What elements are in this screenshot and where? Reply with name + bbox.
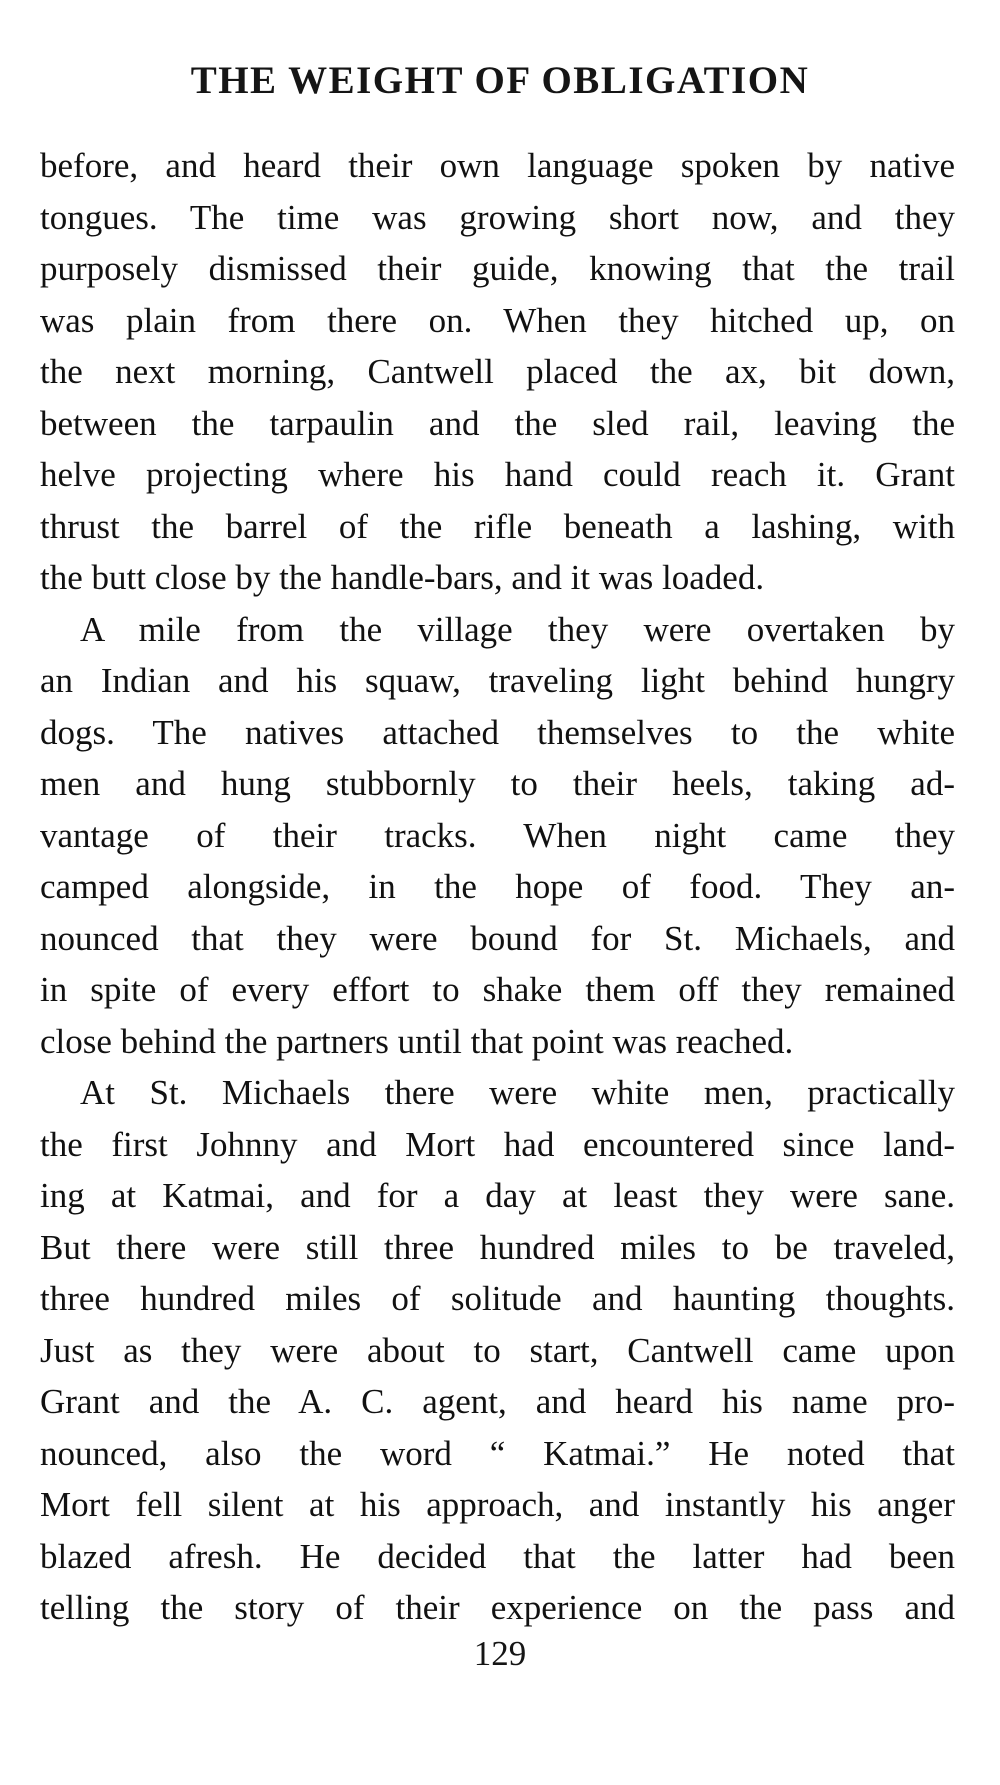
text-line: was plain from there on. When they hitched up, on (40, 300, 955, 340)
text-line: But there were still three hundred miles to be traveled, (40, 1227, 955, 1267)
text-line: blazed afresh. He decided that the latter had been (40, 1536, 955, 1576)
text-line: Mort fell silent at his approach, and instantly his anger (40, 1485, 955, 1524)
text-line: purposely dismissed their guide, knowing that the trail (40, 249, 955, 288)
text-line: dogs. The natives attached themselves to the white (40, 712, 955, 752)
text-line: an Indian and his squaw, traveling light behind hungry (40, 661, 955, 700)
text-line: men and hung stubbornly to their heels, taking ad- (40, 764, 955, 803)
text-line: tongues. The time was growing short now, and they (40, 197, 955, 237)
text-line: helve projecting where his hand could reach it. Grant (40, 455, 955, 494)
text-line: the butt close by the handle-bars, and it was loaded. (40, 558, 765, 597)
page-number: 129 (473, 1634, 527, 1673)
text-line: Just as they were about to start, Cantwell came upon (40, 1330, 955, 1370)
text-line: in spite of every effort to shake them off they remained (40, 970, 955, 1009)
running-head: THE WEIGHT OF OBLIGATION (190, 59, 810, 102)
text-line: vantage of their tracks. When night came they (40, 815, 955, 855)
body-text (40, 140, 955, 1634)
text-line: Grant and the A. C. agent, and heard his name pro- (40, 1382, 955, 1421)
text-line: before, and heard their own language spoken by native (40, 146, 955, 185)
text-line: At St. Michaels there were white men, practically (80, 1073, 955, 1112)
text-line: the first Johnny and Mort had encountered since land- (40, 1124, 955, 1164)
text-line: close behind the partners until that point was reached. (40, 1021, 794, 1061)
text-line: A mile from the village they were overtaken by (80, 609, 955, 649)
text-line: the next morning, Cantwell placed the ax, bit down, (40, 352, 955, 391)
text-line: three hundred miles of solitude and haunting thoughts. (40, 1279, 955, 1318)
text-line: nounced, also the word “ Katmai.” He noted that (40, 1433, 955, 1473)
text-line: camped alongside, in the hope of food. They an- (40, 867, 955, 906)
text-line: between the tarpaulin and the sled rail, leaving the (40, 403, 955, 443)
text-line: thrust the barrel of the rifle beneath a lashing, with (40, 506, 955, 546)
text-line: ing at Katmai, and for a day at least they were sane. (40, 1176, 955, 1215)
text-line: nounced that they were bound for St. Michaels, and (40, 918, 955, 958)
text-line: telling the story of their experience on the pass and (40, 1588, 955, 1627)
